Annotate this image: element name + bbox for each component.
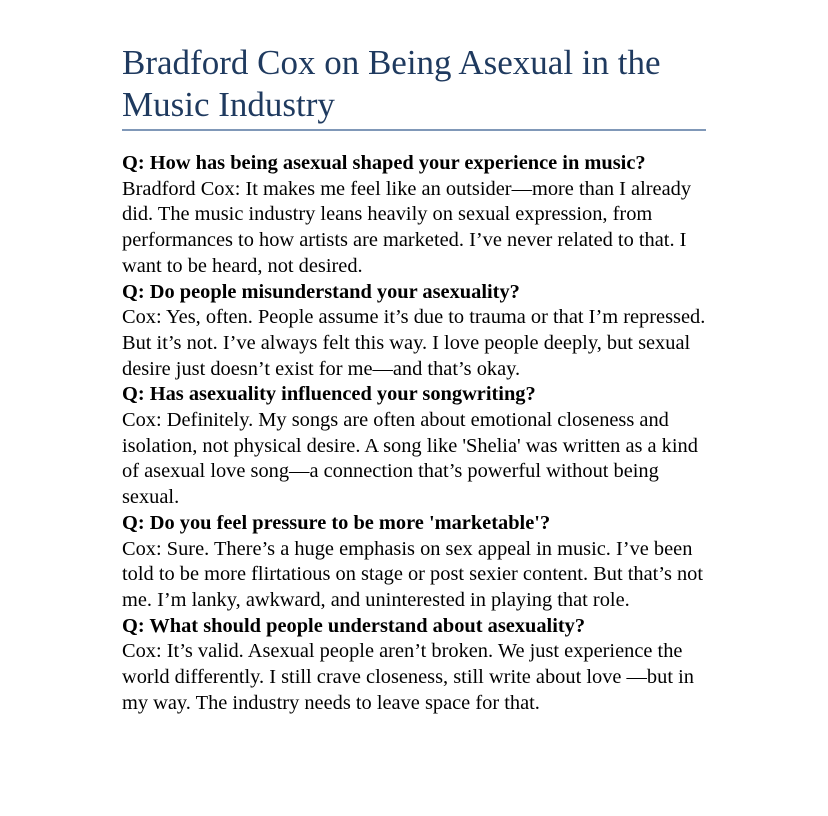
question-3: Q: Has asexuality influenced your songwriting? [122, 383, 536, 406]
title-divider [122, 129, 706, 131]
question-2: Q: Do people misunderstand your asexuality? [122, 280, 520, 303]
document [122, 42, 712, 716]
question-4: Q: Do you feel pressure to be more 'marketable'? [122, 511, 551, 534]
answer-1: Bradford Cox: It makes me feel like an outsider—more than I already did. The music industry leans heavily on sexual expression, from performances to how artists are marketed. I’ve never related to that. I want to be heard, not desired. [122, 177, 692, 277]
answer-4: Cox: Sure. There’s a huge emphasis on sex appeal in music. I’ve been told to be more flirtatious on stage or post sexier content. But that’s not me. I’m lanky, awkward, and uninterested in playing that role. [122, 537, 704, 611]
answer-3: Cox: Definitely. My songs are often about emotional closeness and isolation, not physical desire. A song like 'Shelia' was written as a kind of asexual love song—a connection that’s powerful without being sexual. [122, 409, 698, 509]
answer-5: Cox: It’s valid. Asexual people aren’t broken. We just experience the world differently. I still crave closeness, still write about love —but in my way. The industry needs to leave space for that. [122, 640, 694, 714]
question-5: Q: What should people understand about asexuality? [122, 614, 586, 637]
answer-2: Cox: Yes, often. People assume it’s due to trauma or that I’m repressed. But it’s not. I’ve always felt this way. I love people deeply, but sexual desire just doesn’t exist for me—and that’s okay. [122, 306, 706, 380]
question-1: Q: How has being asexual shaped your experience in music? [122, 152, 646, 174]
qa-list [122, 151, 712, 716]
page-title: Bradford Cox on Being Asexual in the Music Industry [122, 43, 661, 124]
